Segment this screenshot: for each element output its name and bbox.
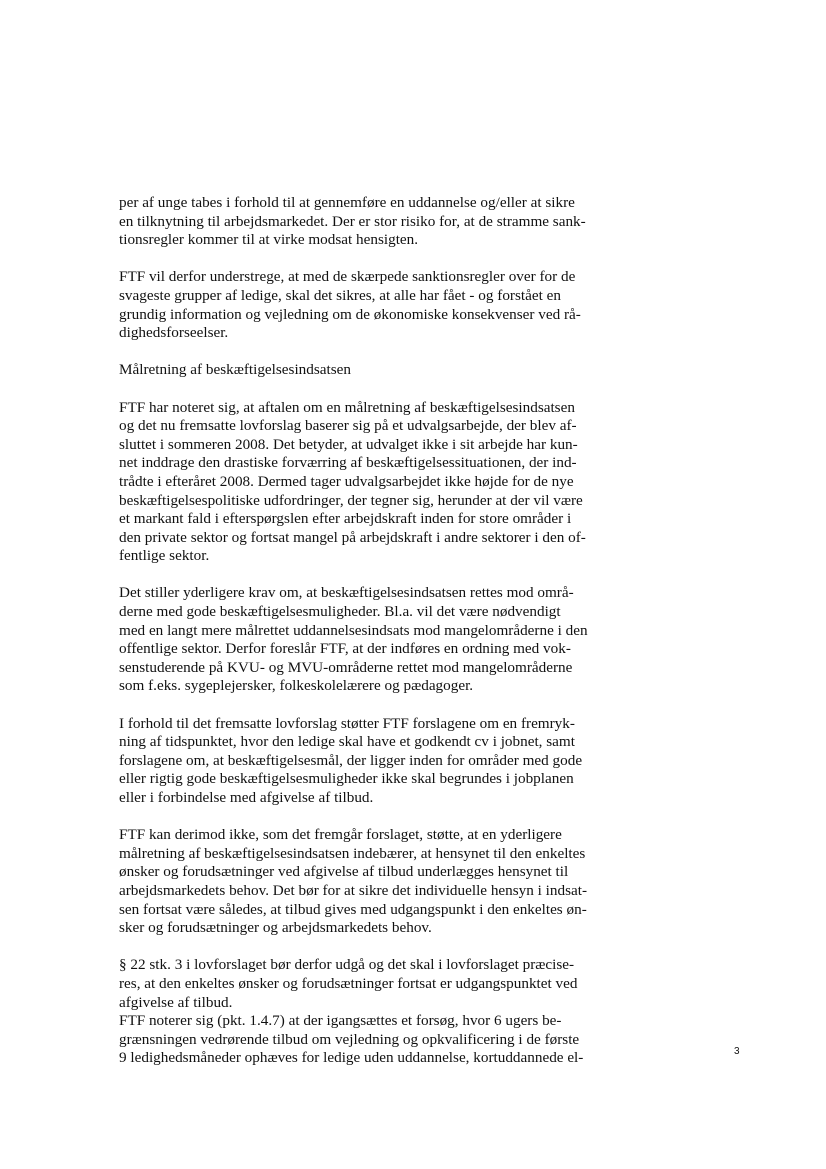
text-line: ning af tidspunktet, hvor den ledige skal have et godkendt cv i jobnet, samt bbox=[119, 733, 575, 751]
paragraph-committee-work bbox=[119, 399, 624, 566]
text-line: sluttet i sommeren 2008. Det betyder, at udvalget ikke i sit arbejde har kun- bbox=[119, 435, 578, 453]
text-line: sker og forudsætninger og arbejdsmarkedets behov. bbox=[119, 919, 432, 937]
text-line: som f.eks. sygeplejersker, folkeskolelærere og pædagoger. bbox=[119, 677, 474, 695]
text-line: tionsregler kommer til at virke modsat hensigten. bbox=[119, 231, 419, 249]
text-line: målretning af beskæftigelsesindsatsen indebærer, at hensynet til den enkeltes bbox=[119, 844, 586, 862]
page-number: 3 bbox=[734, 1046, 740, 1057]
section-heading bbox=[119, 361, 624, 380]
text-line: Det stiller yderligere krav om, at beskæftigelsesindsatsen rettes mod områ- bbox=[119, 584, 574, 602]
text-line: derne med gode beskæftigelsesmuligheder. Bl.a. vil det være nødvendigt bbox=[119, 603, 561, 621]
text-line: og det nu fremsatte lovforslag baserer sig på et udvalgsarbejde, der blev af- bbox=[119, 417, 577, 435]
text-line: eller i forbindelse med afgivelse af tilbud. bbox=[119, 789, 374, 806]
text-line: sen fortsat være således, at tilbud gives med udgangspunkt i den enkeltes øn- bbox=[119, 900, 587, 918]
paragraph-youth-dropout bbox=[119, 194, 624, 250]
text-line: svageste grupper af ledige, skal det sikres, at alle har fået - og forstået en bbox=[119, 286, 561, 304]
text-line: arbejdsmarkedets behov. Det bør for at sikre det individuelle hensyn i indsat- bbox=[119, 881, 588, 899]
paragraph-section-22 bbox=[119, 956, 624, 1012]
text-line: I forhold til det fremsatte lovforslag støtter FTF forslagene om en fremryk- bbox=[119, 714, 575, 732]
paragraph-targeted-education bbox=[119, 584, 624, 696]
text-line: ønsker og forudsætninger ved afgivelse af tilbud underlægges hensynet til bbox=[119, 863, 569, 881]
text-line: senstuderende på KVU- og MVU-områderne rettet mod mangelområderne bbox=[119, 658, 573, 676]
text-line: FTF har noteret sig, at aftalen om en målretning af beskæftigelsesindsatsen bbox=[119, 398, 575, 416]
text-line: FTF noterer sig (pkt. 1.4.7) at der igangsættes et forsøg, hvor 6 ugers be- bbox=[119, 1012, 562, 1030]
paragraph-support-proposals bbox=[119, 715, 624, 808]
paragraph-trial-program bbox=[119, 1012, 624, 1068]
text-line: trådte i efteråret 2008. Dermed tager udvalgsarbejdet ikke højde for de nye bbox=[119, 472, 574, 490]
text-line: grænsningen vedrørende tilbud om vejledning og opkvalificering i de første bbox=[119, 1030, 580, 1048]
text-line: en tilknytning til arbejdsmarkedet. Der er stor risiko for, at de stramme sank- bbox=[119, 212, 586, 230]
text-line: grundig information og vejledning om de økonomiske konsekvenser ved rå- bbox=[119, 305, 581, 323]
text-line: afgivelse af tilbud. bbox=[119, 993, 233, 1011]
text-line: 9 ledighedsmåneder ophæves for ledige uden uddannelse, kortuddannede el- bbox=[119, 1049, 584, 1067]
text-line: eller rigtig gode beskæftigelsesmuligheder ikke skal begrundes i jobplanen bbox=[119, 770, 574, 788]
body-text bbox=[119, 194, 624, 1068]
heading-text: Målretning af beskæftigelsesindsatsen bbox=[119, 361, 351, 379]
text-line: § 22 stk. 3 i lovforslaget bør derfor udgå og det skal i lovforslaget præcise- bbox=[119, 956, 575, 974]
text-line: offentlige sektor. Derfor foreslår FTF, at der indføres en ordning med vok- bbox=[119, 640, 571, 658]
text-line: et markant fald i efterspørgslen efter arbejdskraft inden for store områder i bbox=[119, 510, 572, 528]
text-line: res, at den enkeltes ønsker og forudsætninger fortsat er udgangspunktet ved bbox=[119, 974, 578, 992]
text-line: forslagene om, at beskæftigelsesmål, der ligger inden for områder med gode bbox=[119, 751, 583, 769]
text-line: dighedsforseelser. bbox=[119, 324, 229, 342]
text-line: den private sektor og fortsat mangel på arbejdskraft i andre sektorer i den of- bbox=[119, 528, 586, 546]
paragraph-sanction-rules bbox=[119, 268, 624, 342]
text-line: FTF vil derfor understrege, at med de skærpede sanktionsregler over for de bbox=[119, 268, 576, 286]
text-line: beskæftigelsespolitiske udfordringer, der tegner sig, herunder at der vil være bbox=[119, 491, 583, 509]
text-line: med en langt mere målrettet uddannelsesindsats mod mangelområderne i den bbox=[119, 621, 588, 639]
paragraph-individual-considerations bbox=[119, 826, 624, 938]
text-line: net inddrage den drastiske forværring af beskæftigelsessituationen, der ind- bbox=[119, 454, 577, 472]
text-line: fentlige sektor. bbox=[119, 547, 210, 565]
text-line: FTF kan derimod ikke, som det fremgår forslaget, støtte, at en yderligere bbox=[119, 826, 562, 844]
text-line: per af unge tabes i forhold til at gennemføre en uddannelse og/eller at sikre bbox=[119, 194, 575, 211]
